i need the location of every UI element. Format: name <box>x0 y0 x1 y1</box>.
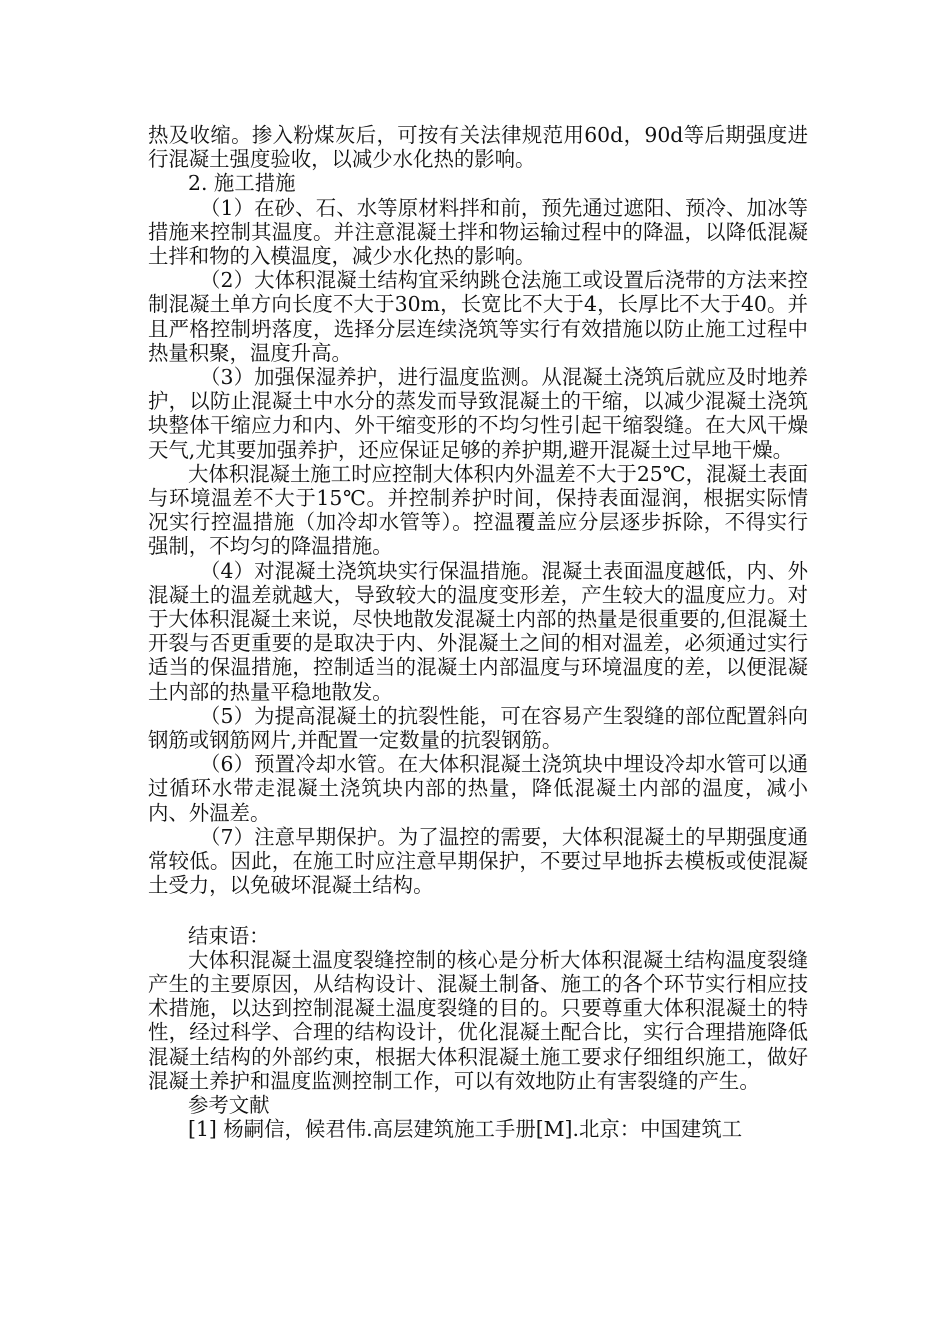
paragraph-measure-3: （3）加强保湿养护，进行温度监测。从混凝土浇筑后就应及时地养护，以防止混凝土中水分的蒸发而导致混凝土的干缩，以减少混凝土浇筑块整体干缩应力和内、外干缩变形的不均匀性引起干缩裂缝。在大风干燥天气,尤其要加强养护，还应保证足够的养护期,避开混凝土过早地干燥。 <box>148 365 808 462</box>
paragraph-measure-6: （6）预置冷却水管。在大体积混凝土浇筑块中埋设冷却水管可以通过循环水带走混凝土浇筑块内部的热量，降低混凝土内部的温度，减小内、外温差。 <box>148 752 808 825</box>
paragraph-temperature-control: 大体积混凝土施工时应控制大体积内外温差不大于25℃，混凝土表面与环境温差不大于15℃。并控制养护时间，保持表面湿润，根据实际情况实行控温措施（加冷却水管等）。控温覆盖应分层逐步拆除，不得实行强制，不均匀的降温措施。 <box>148 461 808 559</box>
document-page <box>148 123 808 1141</box>
references-heading: 参考文献 <box>188 1092 270 1117</box>
paragraph-measure-2: （2）大体积混凝土结构宜采纳跳仓法施工或设置后浇带的方法来控制混凝土单方向长度不大于30m，长宽比不大于4，长厚比不大于40。并且严格控制坍落度，选择分层连续浇筑等实行有效措施以防止施工过程中热量积聚，温度升高。 <box>148 268 808 365</box>
conclusion-heading: 结束语： <box>188 923 270 948</box>
paragraph-measure-4: （4）对混凝土浇筑块实行保温措施。混凝土表面温度越低，内、外混凝土的温差就越大，导致较大的温度变形差，产生较大的温度应力。对于大体积混凝土来说，尽快地散发混凝土内部的热量是很重要的,但混凝土开裂与否更重要的是取决于内、外混凝土之间的相对温差，必须通过实行适当的保温措施，控制适当的混凝土内部温度与环境温度的差，以便混凝土内部的热量平稳地散发。 <box>148 558 808 704</box>
paragraph-measure-7: （7）注意早期保护。为了温控的需要，大体积混凝土的早期强度通常较低。因此，在施工时应注意早期保护，不要过早地拆去模板或使混凝土受力，以免破坏混凝土结构。 <box>148 824 808 898</box>
reference-item-1: [1] 杨嗣信，候君伟.高层建筑施工手册[M].北京：中国建筑工 <box>188 1117 743 1142</box>
paragraph-continued: 热及收缩。掺入粉煤灰后，可按有关法律规范用60d，90d等后期强度进行混凝土强度验收，以减少水化热的影响。 <box>148 123 808 172</box>
conclusion-paragraph: 大体积混凝土温度裂缝控制的核心是分析大体积混凝土结构温度裂缝产生的主要原因，从结构设计、混凝土制备、施工的各个环节实行相应技术措施，以达到控制混凝土温度裂缝的目的。只要尊重大体积混凝土的特性，经过科学、合理的结构设计，优化混凝土配合比，实行合理措施降低混凝土结构的外部约束，根据大体积混凝土施工要求仔细组织施工，做好混凝土养护和温度监测控制工作，可以有效地防止有害裂缝的产生。 <box>148 947 808 1093</box>
paragraph-measure-5: （5）为提高混凝土的抗裂性能，可在容易产生裂缝的部位配置斜向钢筋或钢筋网片,并配置一定数量的抗裂钢筋。 <box>148 703 808 753</box>
spacer <box>148 898 808 924</box>
section-heading-measures: 2. 施工措施 <box>188 171 296 196</box>
paragraph-measure-1: （1）在砂、石、水等原材料拌和前，预先通过遮阳、预冷、加冰等措施来控制其温度。并注意混凝土拌和物运输过程中的降温，以降低混凝土拌和物的入模温度，减少水化热的影响。 <box>148 195 808 269</box>
